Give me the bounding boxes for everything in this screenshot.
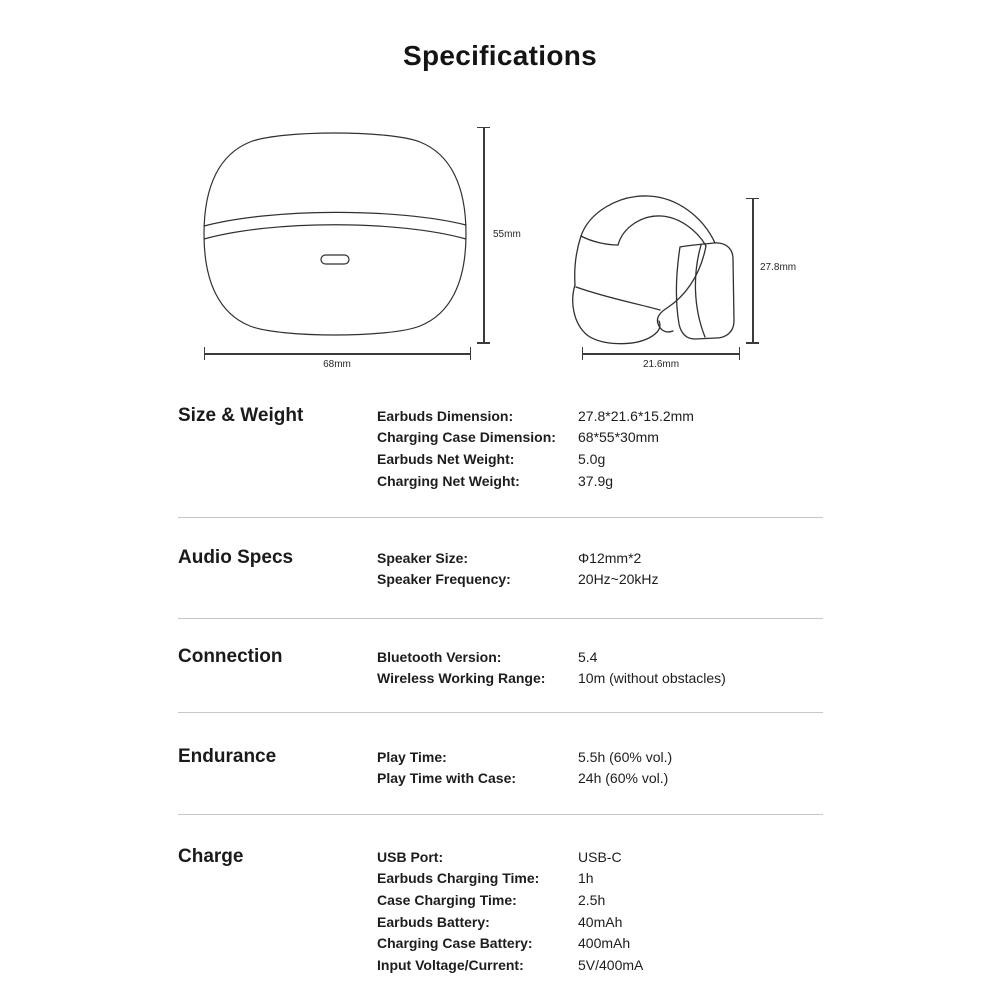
spec-label: Earbuds Dimension: bbox=[377, 407, 514, 424]
spec-label: USB Port: bbox=[377, 848, 444, 865]
case-height-cap-bottom bbox=[477, 342, 490, 344]
section-rows bbox=[377, 646, 726, 689]
section-divider bbox=[178, 618, 823, 619]
spec-label: Charging Case Dimension: bbox=[377, 429, 556, 446]
case-width-measure-line bbox=[204, 353, 470, 355]
spec-row bbox=[377, 547, 659, 569]
spec-label: Input Voltage/Current: bbox=[377, 956, 524, 973]
spec-value: 37.9g bbox=[578, 472, 614, 489]
spec-row bbox=[377, 868, 643, 890]
section-heading: Size & Weight bbox=[178, 405, 304, 426]
section-heading: Endurance bbox=[178, 746, 277, 767]
spec-value: 1h bbox=[578, 870, 594, 887]
spec-value: 400mAh bbox=[578, 935, 631, 952]
spec-label: Earbuds Net Weight: bbox=[377, 450, 515, 467]
earbud-width-cap-right bbox=[739, 347, 741, 360]
spec-label: Speaker Frequency: bbox=[377, 571, 511, 588]
earbud-hook-divider bbox=[581, 236, 618, 245]
spec-label: Earbuds Charging Time: bbox=[377, 870, 540, 887]
section-rows bbox=[377, 405, 694, 491]
spec-label: Wireless Working Range: bbox=[377, 670, 546, 687]
earbud-speaker-module bbox=[676, 243, 734, 339]
earbud-battery-blob bbox=[573, 285, 660, 344]
spec-label: Play Time: bbox=[377, 748, 447, 765]
earbud-width-cap-left bbox=[582, 347, 584, 360]
page-title: Specifications bbox=[402, 40, 598, 71]
case-width-cap-right bbox=[470, 347, 472, 360]
spec-value: 40mAh bbox=[578, 913, 623, 930]
spec-row bbox=[377, 768, 672, 790]
spec-row bbox=[377, 668, 726, 690]
section-rows bbox=[377, 846, 643, 976]
spec-label: Charging Net Weight: bbox=[377, 472, 520, 489]
spec-value: 5V/400mA bbox=[578, 956, 644, 973]
earbud-height-label: 27.8mm bbox=[760, 262, 797, 273]
earbud-hook-outer bbox=[575, 196, 715, 285]
spec-row bbox=[377, 932, 643, 954]
section-heading: Audio Specs bbox=[178, 547, 294, 568]
spec-value: 5.5h (60% vol.) bbox=[578, 748, 673, 765]
spec-value: 5.0g bbox=[578, 450, 606, 467]
case-button bbox=[321, 255, 349, 264]
spec-value: Φ12mm*2 bbox=[578, 549, 642, 566]
case-outline bbox=[204, 133, 466, 335]
spec-row bbox=[377, 405, 694, 427]
spec-label: Charging Case Battery: bbox=[377, 935, 533, 952]
spec-row bbox=[377, 846, 643, 868]
case-width-label: 68mm bbox=[323, 359, 351, 370]
spec-row bbox=[377, 569, 659, 591]
case-lid-seam-lower bbox=[204, 225, 466, 239]
spec-label: Bluetooth Version: bbox=[377, 648, 502, 665]
earbud-blob-divider bbox=[576, 287, 660, 310]
spec-row bbox=[377, 448, 694, 470]
case-height-measure-line bbox=[483, 127, 485, 343]
spec-value: 10m (without obstacles) bbox=[578, 670, 726, 687]
charging-case-drawing bbox=[202, 127, 468, 341]
section-heading: Connection bbox=[178, 646, 283, 667]
case-width-cap-left bbox=[204, 347, 206, 360]
earbud-height-cap-top bbox=[746, 198, 759, 200]
earbud-width-measure-line bbox=[582, 353, 740, 355]
spec-row bbox=[377, 889, 643, 911]
spec-label: Case Charging Time: bbox=[377, 891, 517, 908]
section-heading: Charge bbox=[178, 846, 244, 867]
spec-row bbox=[377, 646, 726, 668]
spec-row bbox=[377, 954, 643, 976]
case-height-cap-top bbox=[477, 127, 490, 129]
spec-value: USB-C bbox=[578, 848, 622, 865]
spec-row bbox=[377, 911, 643, 933]
spec-row bbox=[377, 746, 672, 768]
spec-value: 5.4 bbox=[578, 648, 598, 665]
earbud-height-cap-bottom bbox=[746, 342, 759, 344]
spec-label: Speaker Size: bbox=[377, 549, 469, 566]
section-divider bbox=[178, 712, 823, 713]
case-lid-seam-upper bbox=[204, 212, 466, 226]
spec-value: 2.5h bbox=[578, 891, 606, 908]
spec-value: 27.8*21.6*15.2mm bbox=[578, 407, 694, 424]
spec-label: Earbuds Battery: bbox=[377, 913, 490, 930]
case-height-label: 55mm bbox=[493, 229, 521, 240]
earbud-module-inner-line bbox=[695, 245, 705, 337]
spec-value: 20Hz~20kHz bbox=[578, 571, 659, 588]
section-divider bbox=[178, 517, 823, 518]
section-divider bbox=[178, 814, 823, 815]
spec-label: Play Time with Case: bbox=[377, 770, 517, 787]
earbud-hook-inner bbox=[618, 216, 706, 246]
spec-value: 24h (60% vol.) bbox=[578, 770, 669, 787]
section-rows bbox=[377, 746, 672, 789]
earbud-drawing bbox=[565, 185, 755, 355]
earbud-height-measure-line bbox=[752, 198, 754, 343]
section-rows bbox=[377, 547, 659, 590]
spec-value: 68*55*30mm bbox=[578, 429, 659, 446]
earbud-width-label: 21.6mm bbox=[642, 359, 680, 370]
spec-row bbox=[377, 470, 694, 492]
spec-row bbox=[377, 427, 694, 449]
